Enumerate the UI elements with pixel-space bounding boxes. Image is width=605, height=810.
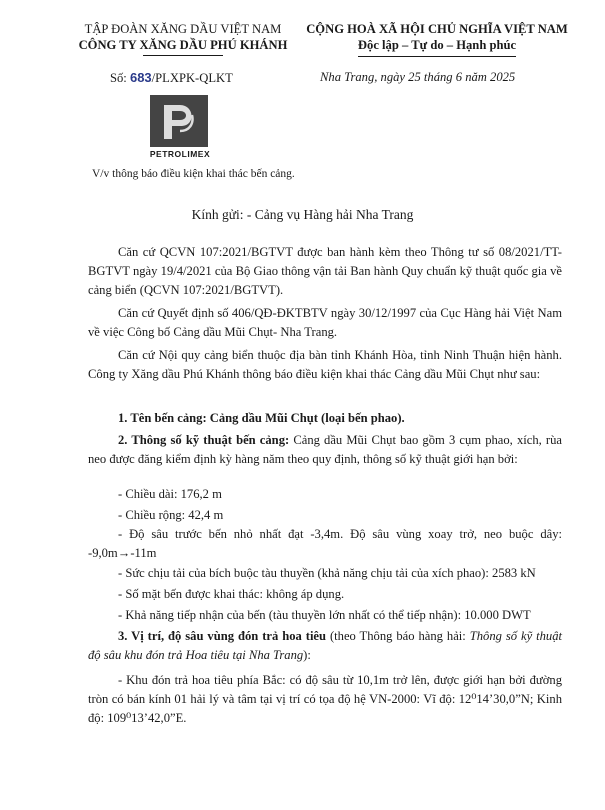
spec-item-depth: - Độ sâu trước bến nhỏ nhất đạt -3,4m. Độ sâu vùng xoay trở, neo buộc dây: -9,0m→-11m <box>88 527 562 560</box>
spec-item-load: - Sức chịu tải của bích buộc tàu thuyền (khả năng chịu tải của xích phao): 2583 kN <box>118 566 536 580</box>
paragraph-1: Căn cứ QCVN 107:2021/BGTVT được ban hành kèm theo Thông tư số 08/2021/TT-BGTVT ngày 19/4/2021 của Bộ Giao thông vận tải Ban hành Quy chuẩn kỹ thuật quốc gia về cảng biển (QCVN 107:2021/BGTVT). <box>88 245 562 297</box>
document-number <box>110 70 233 86</box>
petrolimex-mark-icon <box>150 95 208 147</box>
place-date: Nha Trang, ngày 25 tháng 6 năm 2025 <box>320 70 516 84</box>
section-3-intro <box>88 627 562 665</box>
company-underline <box>143 55 223 56</box>
number-prefix: Số: <box>110 71 127 85</box>
spec-item-capacity: - Khả năng tiếp nhận của bến (tàu thuyền lớn nhất có thể tiếp nhận): 10.000 DWT <box>118 608 531 622</box>
spec-item-berths: - Số mặt bến được khai thác: không áp dụng. <box>118 587 345 601</box>
section-3-text-before: (theo Thông báo hàng hải: <box>329 629 466 643</box>
petrolimex-logo <box>150 95 208 147</box>
section-3-heading: 3. Vị trí, độ sâu vùng đón trả hoa tiêu <box>118 629 327 643</box>
org-company: CÔNG TY XĂNG DẦU PHÚ KHÁNH <box>78 38 288 52</box>
motto-underline <box>358 56 516 57</box>
motto: Độc lập – Tự do – Hạnh phúc <box>357 38 517 52</box>
number-suffix: /PLXPK-QLKT <box>151 71 233 85</box>
section-1-heading: 1. Tên bến cảng: Cảng dầu Mũi Chụt (loại bến phao). <box>118 411 405 425</box>
section-3-text-after: ): <box>303 648 311 662</box>
country-name: CỘNG HOÀ XÃ HỘI CHỦ NGHĨA VIỆT NAM <box>306 22 568 36</box>
paragraph-3: Căn cứ Nội quy cảng biển thuộc địa bàn tỉnh Khánh Hòa, tỉnh Ninh Thuận hiện hành. Công ty Xăng dầu Phú Khánh thông báo điều kiện khai thác Cảng dầu Mũi Chụt như sau: <box>88 348 562 381</box>
spec-item-length: - Chiều dài: 176,2 m <box>118 487 222 501</box>
section-2-text: Cảng dầu Mũi Chụt bao gồm 3 cụm phao, xích, rùa neo được đăng kiểm định kỳ hàng năm theo quy định, thông số kỹ thuật giới hạn bởi: <box>88 433 562 466</box>
org-parent: TẬP ĐOÀN XĂNG DẦU VIỆT NAM <box>84 22 282 36</box>
spec-item-width: - Chiều rộng: 42,4 m <box>118 508 224 522</box>
pilot-area-item: - Khu đón trả hoa tiêu phía Bắc: có độ sâu từ 10,1m trở lên, được giới hạn bởi đường tròn có bán kính 01 hải lý và tâm tại vị trí có tọa độ hệ VN-2000: Vĩ độ: 12⁰14’30,0”N; Kinh độ: 109⁰13’42,0”E. <box>88 673 562 725</box>
number-value: 683 <box>129 70 152 85</box>
logo-text: PETROLIMEX <box>149 149 211 159</box>
recipient-line: Kính gửi: - Cảng vụ Hàng hải Nha Trang <box>191 207 414 222</box>
paragraph-2: Căn cứ Quyết định số 406/QĐ-ĐKTBTV ngày 30/12/1997 của Cục Hàng hải Việt Nam về việc Công bố Cảng dầu Mũi Chụt- Nha Trang. <box>88 306 562 339</box>
section-2-intro <box>88 431 562 469</box>
subject-line: V/v thông báo điều kiện khai thác bến cảng. <box>92 168 295 180</box>
section-2-heading: 2. Thông số kỹ thuật bến cảng: <box>118 433 290 447</box>
section-3-text-italic: Thông số kỹ thuật độ sâu khu đón trả Hoa tiêu tại Nha Trang <box>88 629 562 662</box>
